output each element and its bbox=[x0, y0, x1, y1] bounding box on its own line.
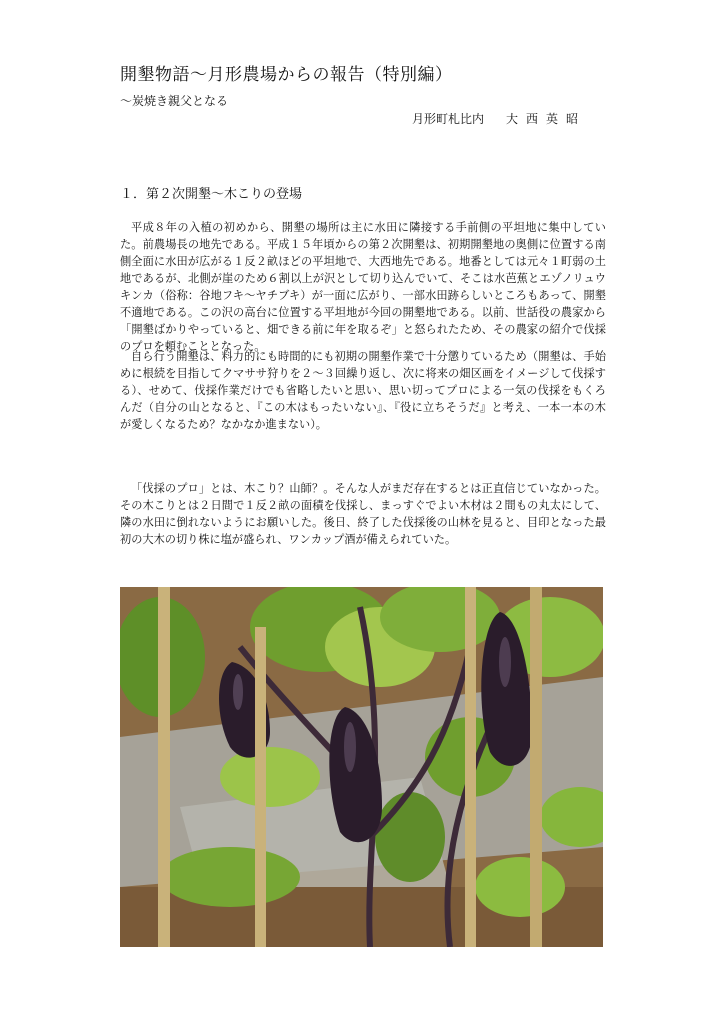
document-title: 開墾物語〜月形農場からの報告（特別編） bbox=[120, 65, 453, 85]
eggplant-photo bbox=[120, 587, 603, 947]
paragraph-1: 平成８年の入植の初めから、開墾の場所は主に水田に隣接する手前側の平坦地に集中していた。前農場長の地先である。平成１５年頃からの第２次開墾は、初期開墾地の奥側に位置する南側全面に水田が広がる１反２畝ほどの平坦地で、大西地先である。地番としては元々１町弱の土地であるが、北側が崖のため６割以上が沢として切り込んでいて、そこは水芭蕉とエゾノリュウキンカ（俗称：谷地フキ〜ヤチブキ）が一面に広がり、一部水田跡らしいところもあって、開墾不適地である。この沢の高台に位置する平坦地が今回の開墾地である。以前、世話役の農家から「開墾ばかりやっていると、畑できる前に年を取るぞ」と怒られたため、その農家の紹介で伐採のプロを頼むこととなった。 bbox=[120, 221, 606, 353]
author-name: 大西英昭 bbox=[506, 112, 587, 126]
author-place: 月形町札比内 bbox=[412, 112, 485, 126]
paragraph-3: 「伐採のプロ」とは、木こり？山師？。そんな人がまだ存在するとは正直信じていなかった。その木こりとは２日間で１反２畝の面積を伐採し、まっすぐでよい木材は２間もの丸太にして、隣の水田に倒れないようにお願いした。後日、終了した伐採後の山林を見ると、目印となった最初の大木の切り株に塩が盛られ、ワンカップ酒が備えられていた。 bbox=[120, 482, 606, 546]
document-subtitle: 〜炭焼き親父となる bbox=[120, 94, 229, 108]
section-heading: １．第２次開墾〜木こりの登場 bbox=[120, 187, 303, 202]
paragraph-2: 自ら行う開墾は、料力的にも時間的にも初期の開墾作業で十分懲りているため（開墾は、手始めに根続を目指してクマササ狩りを２〜３回繰り返し、次に将来の畑区画をイメージして伐採する）、せめて、伐採作業だけでも省略したいと思い、思い切ってプロによる一気の伐採をもくろんだ（自分の山となると、『この木はもったいない』、『役に立ちそうだ』と考え、一本一本の木が愛しくなるため？なかなか進まない）。 bbox=[120, 350, 606, 431]
author-line bbox=[412, 110, 586, 127]
